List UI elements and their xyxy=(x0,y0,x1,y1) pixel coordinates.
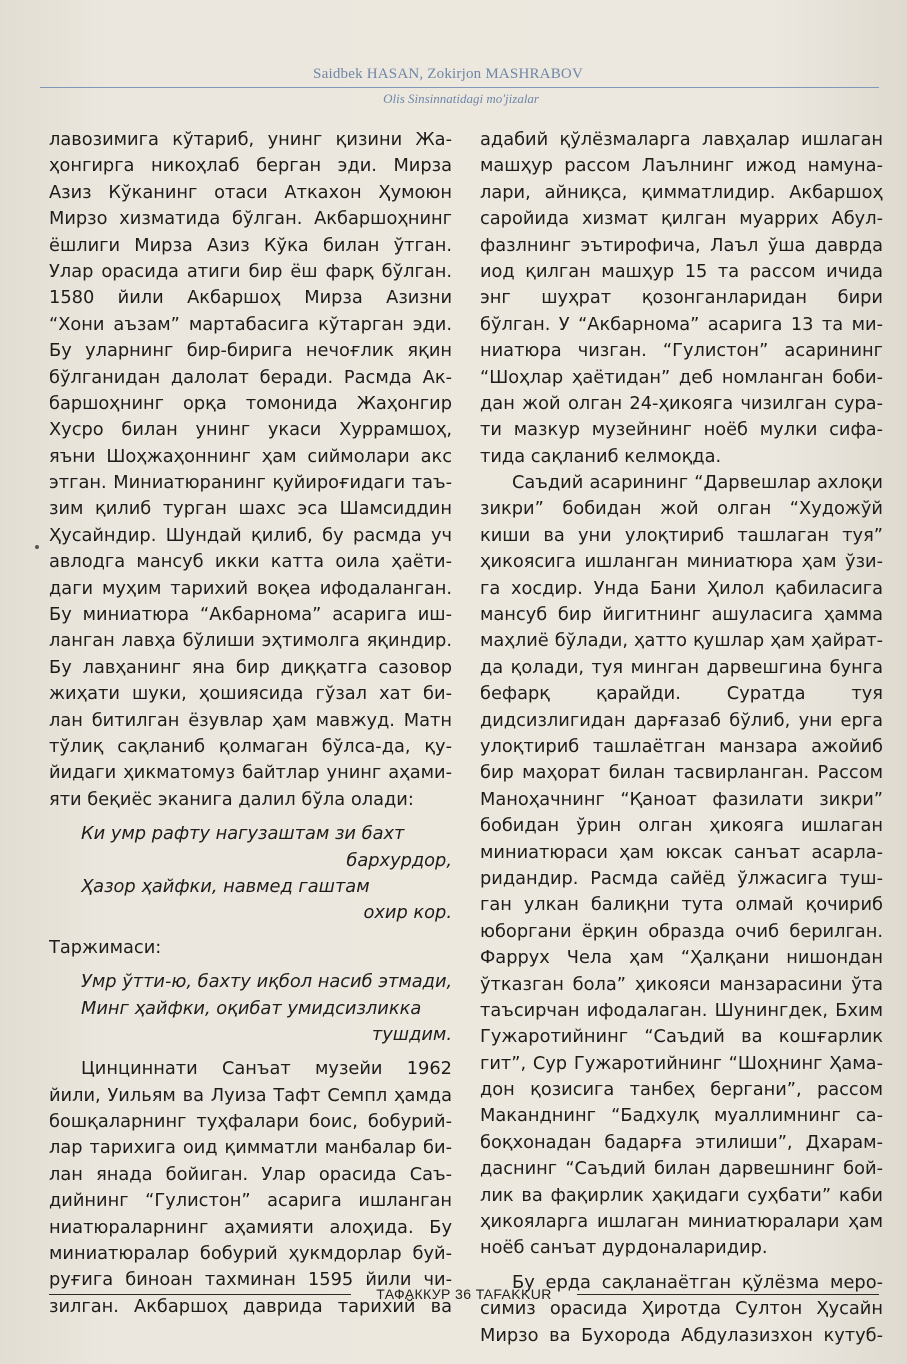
text-line: Бу ерда сақланаётган қўлёзма меро- xyxy=(512,1271,883,1293)
text-line: Цинциннати Санъат музейи 1962 xyxy=(81,1058,452,1080)
right-column xyxy=(480,127,883,1349)
left-column xyxy=(49,127,452,1320)
header-subtitle: Olis Sinsinnatidagi mo'jizalar xyxy=(383,91,539,106)
text-line: Бу лавҳанинг яна бир диққатга сазовор xyxy=(49,656,452,678)
text-line: лан битилган ёзувлар ҳам мавжуд. Матн xyxy=(49,709,452,731)
text-line: дан жой олган 24-ҳикояга чизилган сура- xyxy=(480,392,883,414)
text-line: Гужаротийнинг “Саъдий ва кошғарлик xyxy=(480,1026,883,1048)
text-line: саройида хизмат қилган муаррих Абул- xyxy=(480,208,883,230)
text-line: “Хони аъзам” мартабасига кўтарган эди. xyxy=(49,313,452,335)
text-line: Ки умр рафту нагузаштам зи бахт xyxy=(81,823,405,845)
text-line: мансуб бир йигитнинг ашуласига ҳамма xyxy=(480,604,883,626)
text-line: жиҳати шуки, ҳошиясида гўзал хат би- xyxy=(49,683,452,705)
text-line: боқхонадан бадарға этилиши”, Дхарам- xyxy=(480,1131,883,1153)
text-line: ўтказган бола” ҳикояси манзарасини ўта xyxy=(480,973,883,995)
text-line: руғига биноан тахминан 1595 йили чи- xyxy=(49,1269,452,1291)
text-line: Азиз Кўканинг отаси Аткахон Ҳумоюн xyxy=(49,181,452,203)
text-line: дидсизлигидан дарғазаб бўлиб, уни ерга xyxy=(480,709,883,731)
text-line: зикри” бобидан жой олган “Художўй xyxy=(480,498,883,520)
text-line: Ҳазор ҳайфки, навмед гаштам xyxy=(81,875,370,897)
footer-rule-right xyxy=(577,1294,879,1295)
text-line: Маканднинг “Бадхулқ муаллимнинг са- xyxy=(480,1105,883,1127)
text-line: миниатюралар бобурий ҳукмдорлар буй- xyxy=(49,1243,452,1265)
page-footer xyxy=(49,1283,879,1305)
text-line: яти беқиёс эканига далил бўла олади: xyxy=(49,788,414,810)
text-line: ҳикоясига ишланган миниатюра ҳам ўзи- xyxy=(480,551,883,573)
text-line: дийнинг “Гулистон” асарига ишланган xyxy=(49,1190,452,1212)
text-line: дон қозисига танбеҳ бергани”, рассом xyxy=(480,1079,883,1101)
margin-mark xyxy=(35,545,39,549)
text-line: этган. Миниатюранинг қуйироғидаги таъ- xyxy=(49,472,452,494)
text-line: Фаррух Чела ҳам “Ҳалқани нишондан xyxy=(480,947,883,969)
text-line: таъсирчан ифодалаган. Шунингдек, Бхим xyxy=(480,999,883,1021)
text-line: бархурдор, xyxy=(346,849,452,871)
text-line: тушдим. xyxy=(371,1023,452,1045)
text-line: “Шоҳлар ҳаётидан” деб номланган боби- xyxy=(480,366,883,388)
text-line: лар тарихига оид қимматли манбалар би- xyxy=(49,1137,452,1159)
text-line: охир кор. xyxy=(363,902,452,924)
text-line: лан янада бойиган. Улар орасида Саъ- xyxy=(49,1163,452,1185)
text-line: Бу миниатюра “Акбарнома” асарига иш- xyxy=(49,604,452,626)
text-line: Ҳусайндир. Шундай қилиб, бу расмда уч xyxy=(49,524,452,546)
text-line: ган улкан балиқни тута олмай қочириб xyxy=(480,894,883,916)
header-rule xyxy=(40,87,879,88)
footer-folio: ТАФАККУР 36 TAFAKKUR xyxy=(376,1286,552,1302)
text-line: яъни Шоҳжаҳоннинг ҳам сиймолари акс xyxy=(49,445,452,467)
text-line: ҳикояларга ишлаган миниатюралари ҳам xyxy=(480,1211,883,1233)
text-line: даги муҳим тарихий воқеа ифодаланган. xyxy=(49,577,452,599)
text-line: маҳлиё бўлади, ҳатто қушлар ҳам ҳайрат- xyxy=(480,630,883,652)
text-line: киши ва уни улоқтириб ташлаган туя” xyxy=(480,524,883,546)
text-line: улоқтириб ташлаётган манзара ажойиб xyxy=(480,735,883,757)
text-line: лари, айниқса, қимматлидир. Акбаршоҳ xyxy=(480,181,883,203)
text-line: машҳур рассом Лаълнинг ижод намуна- xyxy=(480,155,883,177)
text-line: даснинг “Саъдий билан дарвешнинг бой- xyxy=(480,1158,883,1180)
text-line: лик ва фақирлик ҳақидаги суҳбати” каби xyxy=(480,1184,883,1206)
text-line: Умр ўтти-ю, бахту иқбол насиб этмади, xyxy=(81,971,452,993)
footer-rule-left xyxy=(49,1294,351,1295)
text-line: йили, Уильям ва Луиза Тафт Семпл ҳамда xyxy=(49,1084,452,1106)
text-line: симиз орасида Ҳиротда Султон Ҳусайн xyxy=(480,1298,883,1320)
text-line: бир маҳорат билан тасвирланган. Рассом xyxy=(480,762,883,784)
text-line: бобидан ўрин олган ҳикояга ишлаган xyxy=(480,815,883,837)
text-line: авлодга мансуб икки катта оила ҳаёти- xyxy=(49,551,452,573)
text-line: юборгани ёрқин образда очиб берилган. xyxy=(480,920,883,942)
text-line: бефарқ қарайди. Суратда туя xyxy=(480,683,883,705)
text-line: Минг ҳайфки, оқибат умидсизликка xyxy=(81,997,422,1019)
text-line: да қолади, туя минган дарвешгина бунга xyxy=(480,656,883,678)
text-line: ниатюраларнинг аҳамияти алоҳида. Бу xyxy=(49,1216,452,1238)
text-line: бўлганидан далолат беради. Расмда Ак- xyxy=(49,366,452,388)
text-line: Бу уларнинг бир-бирига нечоғлик яқин xyxy=(49,340,452,362)
text-line: Улар орасида атиги бир ёш фарқ бўлган. xyxy=(49,260,452,282)
text-line: Таржимаси: xyxy=(49,936,162,958)
text-line: ёшлиги Мирза Азиз Кўка билан ўтган. xyxy=(49,234,452,256)
text-line: йидаги ҳикматомуз байтлар унинг аҳами- xyxy=(49,762,452,784)
text-line: Маноҳачнинг “Қаноат фазилати зикри” xyxy=(480,788,883,810)
text-line: фазлнинг эътирофича, Лаъл ўша даврда xyxy=(480,234,883,256)
text-line: тида сақланиб келмоқда. xyxy=(480,445,722,467)
text-line: 1580 йили Акбаршоҳ Мирза Азизни xyxy=(49,287,452,309)
text-line: ниатюра чизган. “Гулистон” асарининг xyxy=(480,340,883,362)
text-line: лавозимига кўтариб, унинг қизини Жа- xyxy=(49,129,452,150)
page-header xyxy=(40,66,879,112)
text-line: ланган лавҳа бўлиши эҳтимолга яқиндир. xyxy=(49,630,452,652)
text-line: ҳонгирга никоҳлаб берган эди. Мирза xyxy=(49,155,452,177)
text-line: ридандир. Расмда сайёд ўлжасига туш- xyxy=(480,867,883,889)
text-line: баршоҳнинг орқа томонида Жаҳонгир xyxy=(49,392,452,414)
text-line: энг шуҳрат қозонганларидан бири xyxy=(480,287,883,309)
text-line: тўлиқ сақланиб қолмаган бўлса-да, қу- xyxy=(49,735,452,757)
text-line: адабий қўлёзмаларга лавҳалар ишлаган xyxy=(480,129,883,150)
text-line: Саъдий асарининг “Дарвешлар ахлоқи xyxy=(512,472,883,494)
text-line: Мирзо хизматида бўлган. Акбаршоҳнинг xyxy=(49,208,452,230)
text-line: Мирзо ва Бухорода Абдулазизхон кутуб- xyxy=(480,1324,883,1346)
header-authors: Saidbek HASAN, Zokirjon MASHRABOV xyxy=(313,66,583,82)
text-line: гит”, Сур Гужаротийнинг “Шоҳнинг Ҳама- xyxy=(480,1052,883,1074)
text-line: зилган. Акбаршоҳ даврида тарихий ва xyxy=(49,1295,452,1317)
text-line: ти мазкур музейнинг ноёб мулки сифа- xyxy=(480,419,883,441)
text-line: га хосдир. Унда Бани Ҳилол қабиласига xyxy=(480,577,883,599)
text-line: бўлган. У “Акбарнома” асарига 13 та ми- xyxy=(480,313,883,335)
text-line: ноёб санъат дурдоналаридир. xyxy=(480,1237,768,1259)
text-line: иод қилган машҳур 15 та рассом ичида xyxy=(480,260,883,282)
text-line: миниатюраси ҳам юксак санъат асарла- xyxy=(480,841,883,863)
text-line: зим қилиб турган шахс эса Шамсиддин xyxy=(49,498,452,520)
text-line: Хусро билан унинг укаси Хуррамшоҳ, xyxy=(49,419,452,441)
text-line: бошқаларнинг туҳфалари боис, бобурий- xyxy=(49,1111,452,1133)
